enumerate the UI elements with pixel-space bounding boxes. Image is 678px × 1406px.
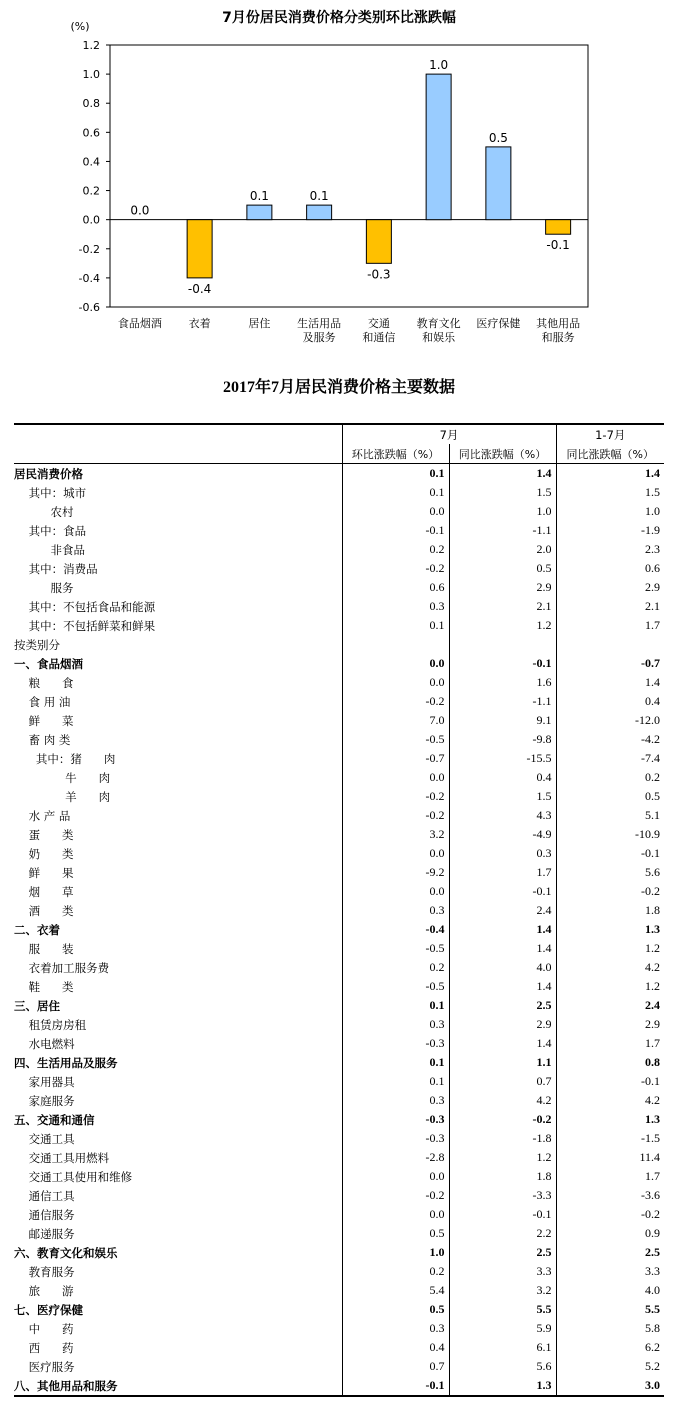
yoy-value: 0.4 [449, 768, 556, 787]
mom-value: 0.0 [342, 844, 449, 863]
data-label: -0.3 [367, 267, 391, 282]
table-row [14, 616, 664, 635]
header-ytd-yoy-change: 同比涨跌幅（%） [556, 444, 664, 464]
mom-value: 0.6 [342, 578, 449, 597]
row-label: 其中：食品 [14, 523, 87, 538]
row-label: 水 产 品 [14, 808, 71, 823]
mom-value: 7.0 [342, 711, 449, 730]
table-row [14, 939, 664, 958]
table-row [14, 1243, 664, 1262]
mom-value: 0.3 [342, 1091, 449, 1110]
table-row [14, 1015, 664, 1034]
mom-value: -0.5 [342, 939, 449, 958]
yoy-value: -4.9 [449, 825, 556, 844]
mom-value: -0.3 [342, 1034, 449, 1053]
row-label: 畜 肉 类 [14, 732, 71, 747]
ytd-yoy-value: -0.7 [556, 654, 664, 673]
ytd-yoy-value: 3.3 [556, 1262, 664, 1281]
mom-value: 0.0 [342, 882, 449, 901]
row-label: 家庭服务 [14, 1093, 75, 1108]
mom-value: 0.0 [342, 673, 449, 692]
table-row [14, 1319, 664, 1338]
yoy-value: -0.2 [449, 1110, 556, 1129]
row-label: 七、医疗保健 [14, 1302, 83, 1317]
mom-value: 0.0 [342, 1167, 449, 1186]
mom-value: 0.3 [342, 1319, 449, 1338]
data-label: 0.1 [249, 189, 269, 204]
table-row [14, 578, 664, 597]
ytd-yoy-value: 2.3 [556, 540, 664, 559]
ytd-yoy-value: -1.9 [556, 521, 664, 540]
yoy-value: -0.1 [449, 882, 556, 901]
ytd-yoy-value: -0.1 [556, 1072, 664, 1091]
yoy-value: 2.9 [449, 1015, 556, 1034]
mom-value: -0.7 [342, 749, 449, 768]
table-row [14, 806, 664, 825]
ytd-yoy-value: 0.6 [556, 559, 664, 578]
table-row [14, 483, 664, 502]
table-row [14, 692, 664, 711]
table-row [14, 635, 664, 654]
table-row [14, 996, 664, 1015]
table-row [14, 540, 664, 559]
table-row [14, 521, 664, 540]
yoy-value: 1.3 [449, 1376, 556, 1396]
ytd-yoy-value: -7.4 [556, 749, 664, 768]
header-group-july: 7月 [342, 424, 556, 444]
table-row [14, 844, 664, 863]
yoy-value: -1.1 [449, 692, 556, 711]
yoy-value: 1.2 [449, 1148, 556, 1167]
table-row [14, 559, 664, 578]
x-category-label: 及服务 [302, 331, 336, 344]
mom-value: 0.2 [342, 1262, 449, 1281]
row-label: 交通工具使用和维修 [14, 1169, 133, 1184]
data-label: 1.0 [429, 58, 449, 73]
table-row [14, 787, 664, 806]
x-category-label: 和通信 [362, 331, 396, 344]
table-row [14, 863, 664, 882]
row-label: 居民消费价格 [14, 466, 83, 481]
row-label: 按类别分 [14, 637, 60, 652]
x-category-label: 教育文化 [416, 317, 461, 330]
mom-value: 0.7 [342, 1357, 449, 1376]
yoy-value: -3.3 [449, 1186, 556, 1205]
mom-value: 0.5 [342, 1224, 449, 1243]
yoy-value: -0.1 [449, 654, 556, 673]
yoy-value: 1.7 [449, 863, 556, 882]
ytd-yoy-value: 2.9 [556, 1015, 664, 1034]
row-label: 其中：城市 [14, 485, 87, 500]
mom-value: 0.1 [342, 1072, 449, 1091]
ytd-yoy-value: 5.5 [556, 1300, 664, 1319]
yoy-value: 1.5 [449, 787, 556, 806]
table-row [14, 1167, 664, 1186]
mom-value: 0.0 [342, 1205, 449, 1224]
table-row [14, 502, 664, 521]
table-row [14, 977, 664, 996]
mom-value: 0.4 [342, 1338, 449, 1357]
mom-value: 1.0 [342, 1243, 449, 1262]
y-tick-label: 1.2 [82, 39, 100, 52]
mom-value: -2.8 [342, 1148, 449, 1167]
yoy-value: 0.7 [449, 1072, 556, 1091]
y-tick-label: 0.6 [82, 126, 100, 140]
table-row [14, 654, 664, 673]
table-row [14, 1129, 664, 1148]
table-row [14, 1376, 664, 1396]
table-row [14, 1053, 664, 1072]
yoy-value: 1.8 [449, 1167, 556, 1186]
yoy-value: 1.5 [449, 483, 556, 502]
yoy-value: 5.6 [449, 1357, 556, 1376]
row-label: 租赁房房租 [14, 1017, 87, 1032]
ytd-yoy-value: 11.4 [556, 1148, 664, 1167]
bar [426, 74, 451, 220]
row-label: 邮递服务 [14, 1226, 75, 1241]
header-group-jan-jul: 1-7月 [556, 424, 664, 444]
ytd-yoy-value: 0.5 [556, 787, 664, 806]
x-category-label: 衣着 [188, 317, 211, 330]
row-label: 西 药 [14, 1340, 74, 1355]
x-category-label: 和娱乐 [422, 331, 456, 344]
ytd-yoy-value: 0.2 [556, 768, 664, 787]
x-category-label: 生活用品 [297, 317, 342, 330]
plot-area-frame [110, 45, 588, 307]
mom-value: -0.2 [342, 806, 449, 825]
y-tick-label: 0.0 [82, 213, 100, 227]
row-label: 其中：不包括鲜菜和鲜果 [14, 618, 156, 633]
ytd-yoy-value: 5.2 [556, 1357, 664, 1376]
ytd-yoy-value: 1.7 [556, 1167, 664, 1186]
y-tick-label: -0.2 [78, 242, 100, 256]
ytd-yoy-value: 1.0 [556, 502, 664, 521]
table-row [14, 1091, 664, 1110]
ytd-yoy-value: 0.9 [556, 1224, 664, 1243]
mom-value: 0.3 [342, 1015, 449, 1034]
yoy-value: 1.6 [449, 673, 556, 692]
row-label: 旅 游 [14, 1283, 74, 1298]
row-label: 四、生活用品及服务 [14, 1055, 118, 1070]
table-row [14, 882, 664, 901]
row-label: 其中：猪 肉 [14, 751, 116, 766]
mom-value: 0.5 [342, 1300, 449, 1319]
ytd-yoy-value: -3.6 [556, 1186, 664, 1205]
ytd-yoy-value: 2.9 [556, 578, 664, 597]
yoy-value: 1.4 [449, 464, 556, 484]
row-label: 通信工具 [14, 1188, 75, 1203]
row-label: 鲜 菜 [14, 713, 74, 728]
ytd-yoy-value: 1.4 [556, 464, 664, 484]
ytd-yoy-value: 5.1 [556, 806, 664, 825]
yoy-value: 1.4 [449, 920, 556, 939]
yoy-value: 2.1 [449, 597, 556, 616]
ytd-yoy-value: 1.3 [556, 920, 664, 939]
table-row [14, 1300, 664, 1319]
row-label: 三、居住 [14, 998, 60, 1013]
header-label-blank [14, 444, 342, 464]
yoy-value: 4.3 [449, 806, 556, 825]
ytd-yoy-value: 4.2 [556, 958, 664, 977]
cpi-data-table [14, 423, 664, 1397]
table-row [14, 749, 664, 768]
mom-value: -0.3 [342, 1129, 449, 1148]
mom-value: 3.2 [342, 825, 449, 844]
ytd-yoy-value: 1.7 [556, 1034, 664, 1053]
ytd-yoy-value: 5.8 [556, 1319, 664, 1338]
row-label: 非食品 [14, 542, 86, 557]
table-row [14, 1338, 664, 1357]
bar [486, 147, 511, 220]
mom-value: 0.2 [342, 958, 449, 977]
y-tick-label: 0.2 [82, 184, 100, 198]
mom-value: 0.0 [342, 502, 449, 521]
mom-value: 0.1 [342, 464, 449, 484]
ytd-yoy-value: 1.4 [556, 673, 664, 692]
ytd-yoy-value: 3.0 [556, 1376, 664, 1396]
ytd-yoy-value: 1.7 [556, 616, 664, 635]
ytd-yoy-value: -0.2 [556, 882, 664, 901]
y-tick-label: 1.0 [82, 68, 100, 82]
yoy-value: 5.9 [449, 1319, 556, 1338]
table-row [14, 901, 664, 920]
yoy-value: 3.3 [449, 1262, 556, 1281]
ytd-yoy-value: 6.2 [556, 1338, 664, 1357]
mom-value: -0.4 [342, 920, 449, 939]
mom-value: -0.2 [342, 1186, 449, 1205]
ytd-yoy-value: -0.2 [556, 1205, 664, 1224]
mom-value: -0.2 [342, 787, 449, 806]
mom-value [342, 635, 449, 654]
row-label: 通信服务 [14, 1207, 75, 1222]
mom-value: 0.2 [342, 540, 449, 559]
row-label: 中 药 [14, 1321, 74, 1336]
bar [307, 205, 332, 220]
ytd-yoy-value: 1.5 [556, 483, 664, 502]
ytd-yoy-value: 1.3 [556, 1110, 664, 1129]
table-row [14, 1148, 664, 1167]
ytd-yoy-value: -10.9 [556, 825, 664, 844]
row-label: 酒 类 [14, 903, 74, 918]
yoy-value: 4.0 [449, 958, 556, 977]
row-label: 粮 食 [14, 675, 74, 690]
row-label: 二、衣着 [14, 922, 60, 937]
yoy-value: 2.5 [449, 996, 556, 1015]
row-label: 水电燃料 [14, 1036, 75, 1051]
row-label: 五、交通和通信 [14, 1112, 95, 1127]
mom-value: 0.1 [342, 1053, 449, 1072]
table-row [14, 464, 664, 484]
yoy-value: 1.4 [449, 939, 556, 958]
row-label: 蛋 类 [14, 827, 74, 842]
mom-value: 0.0 [342, 654, 449, 673]
ytd-yoy-value: -1.5 [556, 1129, 664, 1148]
y-tick-label: 0.4 [82, 155, 100, 169]
table-row [14, 711, 664, 730]
table-row [14, 1224, 664, 1243]
mom-value: 0.3 [342, 901, 449, 920]
ytd-yoy-value: 4.0 [556, 1281, 664, 1300]
ytd-yoy-value: -0.1 [556, 844, 664, 863]
yoy-value: 2.2 [449, 1224, 556, 1243]
ytd-yoy-value: 1.8 [556, 901, 664, 920]
table-row [14, 597, 664, 616]
row-label: 其中：消费品 [14, 561, 98, 576]
yoy-value: 5.5 [449, 1300, 556, 1319]
axes [79, 39, 588, 344]
y-tick-label: -0.6 [78, 301, 100, 314]
yoy-value: 1.4 [449, 977, 556, 996]
mom-value: -0.2 [342, 692, 449, 711]
row-label: 八、其他用品和服务 [14, 1376, 342, 1396]
row-label: 医疗服务 [14, 1359, 75, 1374]
table-row [14, 730, 664, 749]
header-mom-change: 环比涨跌幅（%） [342, 444, 449, 464]
ytd-yoy-value: 2.5 [556, 1243, 664, 1262]
yoy-value: 1.2 [449, 616, 556, 635]
mom-value: 0.1 [342, 483, 449, 502]
table-row [14, 825, 664, 844]
row-label: 农村 [14, 504, 74, 519]
ytd-yoy-value: -12.0 [556, 711, 664, 730]
yoy-value: 1.4 [449, 1034, 556, 1053]
ytd-yoy-value [556, 635, 664, 654]
mom-value: -0.5 [342, 730, 449, 749]
yoy-value: -15.5 [449, 749, 556, 768]
table-row [14, 920, 664, 939]
yoy-value: 2.4 [449, 901, 556, 920]
yoy-value [449, 635, 556, 654]
mom-value: -0.1 [342, 1376, 449, 1396]
bar [187, 220, 212, 278]
data-label: 0.1 [309, 189, 329, 204]
row-label: 家用器具 [14, 1074, 75, 1089]
mom-value: 0.0 [342, 768, 449, 787]
data-label: -0.4 [187, 281, 212, 296]
yoy-value: 2.9 [449, 578, 556, 597]
table-row [14, 1072, 664, 1091]
y-tick-label: -0.4 [78, 271, 100, 285]
chart-title: 7月份居民消费价格分类别环比涨跌幅 [222, 10, 456, 26]
table-row [14, 1357, 664, 1376]
row-label: 其中：不包括食品和能源 [14, 599, 156, 614]
bar [546, 220, 571, 235]
table-row [14, 1262, 664, 1281]
ytd-yoy-value: 5.6 [556, 863, 664, 882]
table-row [14, 768, 664, 787]
data-label: 0.0 [130, 203, 150, 218]
row-label: 交通工具用燃料 [14, 1150, 110, 1165]
row-label: 鞋 类 [14, 979, 74, 994]
row-label: 牛 肉 [14, 770, 111, 785]
row-label: 衣着加工服务费 [14, 960, 110, 975]
yoy-value: 2.0 [449, 540, 556, 559]
row-label: 一、食品烟酒 [14, 656, 83, 671]
ytd-yoy-value: 2.4 [556, 996, 664, 1015]
ytd-yoy-value: -4.2 [556, 730, 664, 749]
yoy-value: -1.8 [449, 1129, 556, 1148]
mom-value: 0.1 [342, 996, 449, 1015]
x-category-label: 其他用品 [536, 317, 581, 330]
row-label: 六、教育文化和娱乐 [14, 1245, 118, 1260]
data-label: -0.1 [546, 238, 570, 253]
table-row [14, 1205, 664, 1224]
mom-value: -0.3 [342, 1110, 449, 1129]
row-label: 奶 类 [14, 846, 74, 861]
mom-value: -0.5 [342, 977, 449, 996]
row-label: 羊 肉 [14, 789, 111, 804]
ytd-yoy-value: 0.4 [556, 692, 664, 711]
x-category-label: 食品烟酒 [117, 317, 162, 330]
table-row [14, 673, 664, 692]
table-title: 2017年7月居民消费价格主要数据 [222, 379, 455, 396]
y-axis-unit: (%) [70, 20, 90, 33]
x-category-label: 和服务 [541, 331, 575, 344]
mom-value: 5.4 [342, 1281, 449, 1300]
row-label: 服务 [14, 580, 74, 595]
row-label: 食 用 油 [14, 694, 71, 709]
mom-value: 0.3 [342, 597, 449, 616]
yoy-value: 0.3 [449, 844, 556, 863]
yoy-value: 1.0 [449, 502, 556, 521]
table-row [14, 958, 664, 977]
table-row [14, 1034, 664, 1053]
bar [366, 220, 391, 264]
mom-value: 0.1 [342, 616, 449, 635]
bar-chart [0, 0, 678, 360]
mom-value: -9.2 [342, 863, 449, 882]
mom-value: -0.2 [342, 559, 449, 578]
table-row [14, 1110, 664, 1129]
yoy-value: 3.2 [449, 1281, 556, 1300]
ytd-yoy-value: 1.2 [556, 977, 664, 996]
yoy-value: 1.1 [449, 1053, 556, 1072]
x-category-label: 交通 [367, 317, 390, 330]
yoy-value: 0.5 [449, 559, 556, 578]
yoy-value: 9.1 [449, 711, 556, 730]
bar [247, 205, 272, 220]
yoy-value: 2.5 [449, 1243, 556, 1262]
x-category-label: 居住 [248, 317, 271, 330]
ytd-yoy-value: 0.8 [556, 1053, 664, 1072]
bars [130, 58, 570, 296]
table-row [14, 1186, 664, 1205]
y-tick-label: 0.8 [82, 97, 100, 111]
mom-value: -0.1 [342, 521, 449, 540]
header-blank [14, 424, 342, 444]
ytd-yoy-value: 2.1 [556, 597, 664, 616]
yoy-value: -9.8 [449, 730, 556, 749]
row-label: 交通工具 [14, 1131, 75, 1146]
yoy-value: 6.1 [449, 1338, 556, 1357]
row-label: 烟 草 [14, 884, 74, 899]
row-label: 教育服务 [14, 1264, 75, 1279]
x-category-label: 医疗保健 [476, 317, 521, 330]
header-yoy-change: 同比涨跌幅（%） [449, 444, 556, 464]
ytd-yoy-value: 1.2 [556, 939, 664, 958]
table-row [14, 1281, 664, 1300]
data-label: 0.5 [488, 130, 508, 145]
row-label: 服 装 [14, 941, 74, 956]
yoy-value: -1.1 [449, 521, 556, 540]
row-label: 鲜 果 [14, 865, 74, 880]
yoy-value: -0.1 [449, 1205, 556, 1224]
yoy-value: 4.2 [449, 1091, 556, 1110]
ytd-yoy-value: 4.2 [556, 1091, 664, 1110]
